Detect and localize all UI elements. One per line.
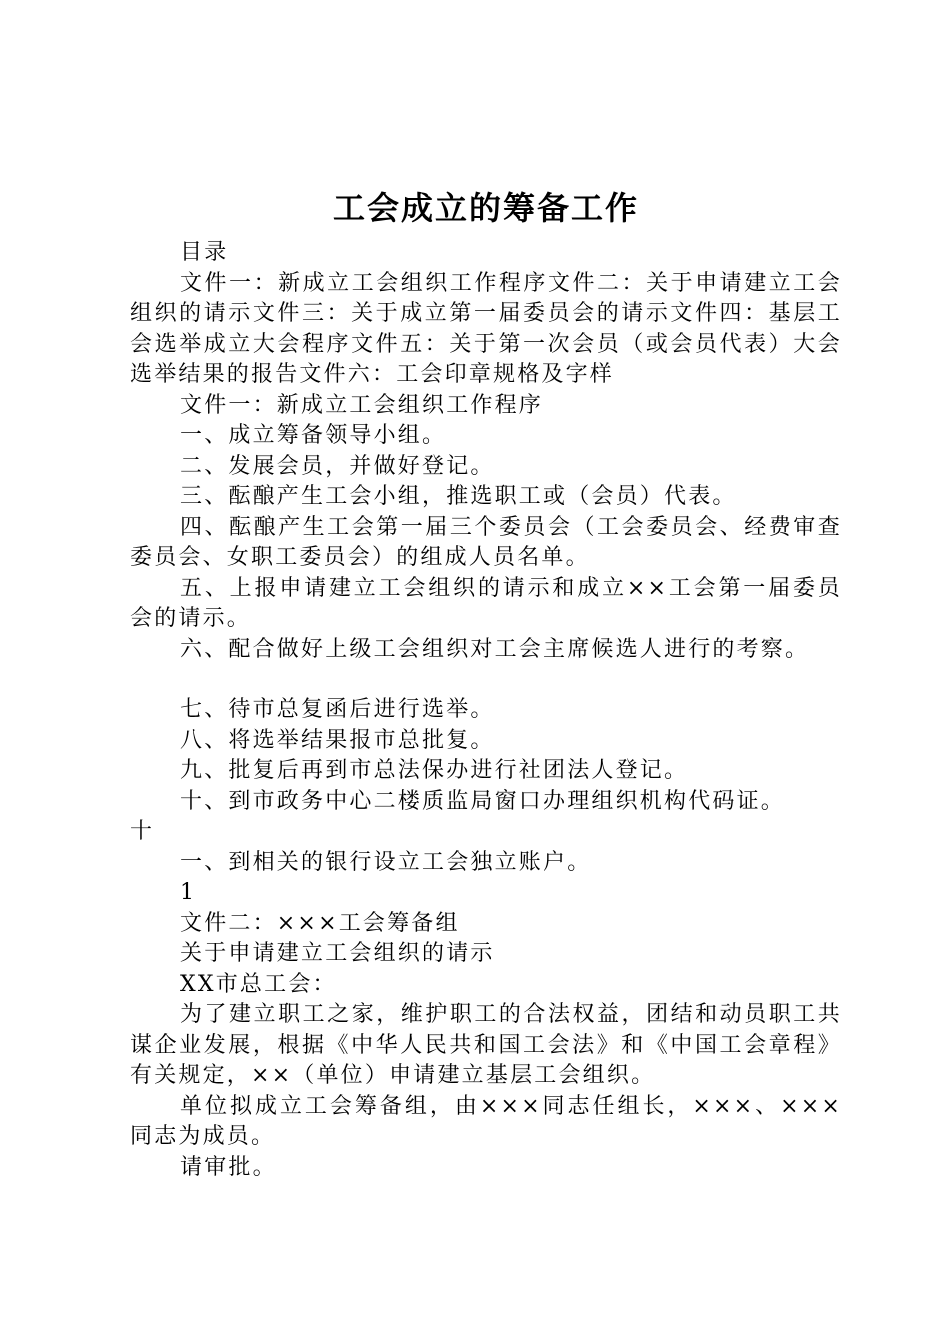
blank-line [130, 665, 842, 695]
step-item: 六、配合做好上级工会组织对工会主席候选人进行的考察。 [180, 636, 810, 662]
toc-list: 文件一：新成立工会组织工作程序文件二：关于申请建立工会组织的请示文件三：关于成立第一届委员会的请示文件四：基层工会选举成立大会程序文件五：关于第一次会员（或会员代表）大会选举结果的报告文件六：工会印章规格及字样 [130, 270, 842, 387]
request-title: 关于申请建立工会组织的请示 [180, 941, 495, 966]
step-item-fragment: 十 [130, 819, 155, 844]
body-paragraph: 为了建立职工之家，维护职工的合法权益，团结和动员职工共谋企业发展，根据《中华人民共和国工会法》和《中国工会章程》有关规定，××（单位）申请建立基层工会组织。 [130, 1002, 842, 1088]
document-page [130, 182, 842, 1183]
closing-line: 请审批。 [180, 1154, 277, 1180]
step-item: 五、上报申请建立工会组织的请示和成立××工会第一届委员会的请示。 [130, 575, 842, 631]
step-item: 九、批复后再到市总法保办进行社团法人登记。 [180, 758, 689, 783]
toc-heading: 目录 [180, 240, 229, 265]
step-item: 八、将选举结果报市总批复。 [180, 727, 495, 753]
step-item: 四、酝酿产生工会第一届三个委员会（工会委员会、经费审查委员会、女职工委员会）的组成人员名单。 [130, 514, 842, 570]
addressee: XX市总工会： [180, 971, 337, 997]
section-heading: 文件二：×××工会筹备组 [180, 910, 460, 936]
step-item: 一、成立筹备领导小组。 [180, 423, 447, 448]
body-paragraph: 单位拟成立工会筹备组，由×××同志任组长，×××、×××同志为成员。 [130, 1093, 842, 1149]
step-item: 二、发展会员，并做好登记。 [180, 453, 495, 479]
section-heading: 文件一：新成立工会组织工作程序 [180, 392, 544, 418]
step-item: 三、酝酿产生工会小组，推选职工或（会员）代表。 [180, 484, 737, 509]
step-item: 七、待市总复函后进行选举。 [180, 697, 495, 722]
step-item: 一、到相关的银行设立工会独立账户。 [180, 849, 592, 875]
page-number: 1 [180, 880, 197, 905]
step-item: 十、到市政务中心二楼质监局窗口办理组织机构代码证。 [180, 788, 786, 814]
document-title: 工会成立的筹备工作 [332, 189, 639, 227]
